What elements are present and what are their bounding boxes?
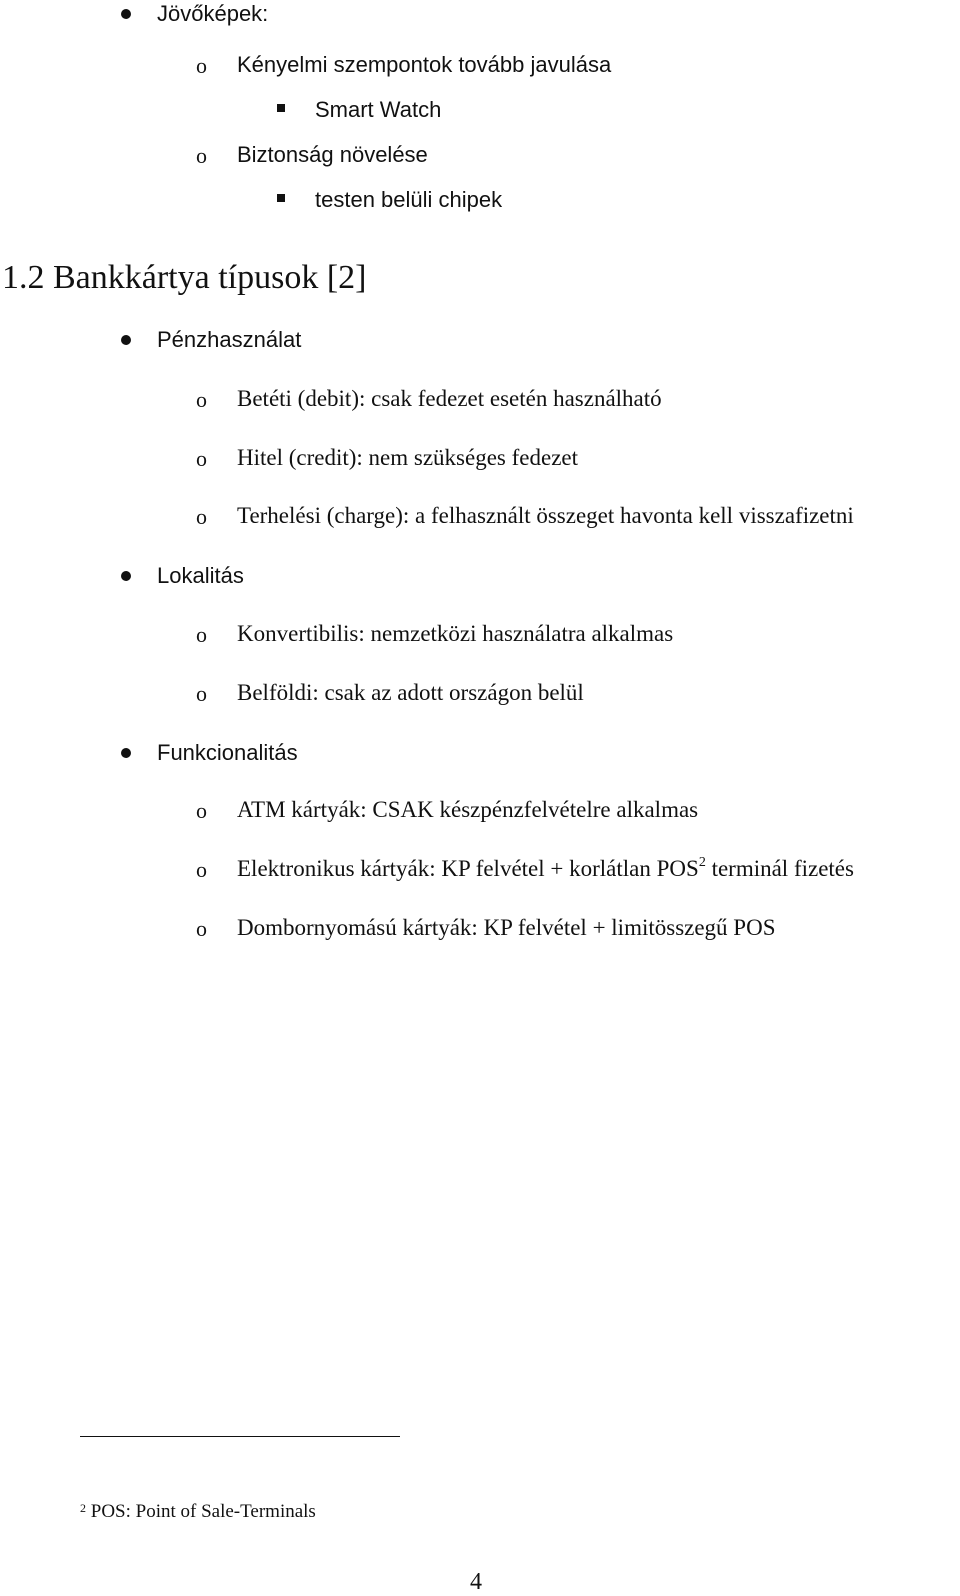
square-bullet-icon	[277, 104, 285, 112]
list-item-debit: Betéti (debit): csak fedezet esetén használható	[237, 386, 662, 411]
sub-item-biztonsag: Biztonság növelése	[237, 142, 428, 167]
footnote-ref: 2	[698, 855, 706, 870]
list-item-dombornyomasu: Dombornyomású kártyák: KP felvétel + limitösszegű POS	[237, 915, 776, 940]
bullet-icon	[121, 748, 131, 758]
square-bullet-icon	[277, 194, 285, 202]
circle-marker-icon: o	[196, 143, 207, 168]
section-heading: 1.2 Bankkártya típusok [2]	[2, 259, 367, 296]
list-item-jovokepek: Jövőképek:	[157, 1, 269, 26]
footnote-number: 2	[80, 1501, 86, 1515]
list-item-elektronikus-tail: terminál fizetés	[711, 856, 854, 881]
circle-marker-icon: o	[196, 857, 207, 882]
circle-marker-icon: o	[196, 622, 207, 647]
group-label-funkcionalitas: Funkcionalitás	[157, 740, 298, 765]
bullet-icon	[121, 335, 131, 345]
subsub-item-chipek: testen belüli chipek	[315, 187, 503, 212]
list-item-belfoldi: Belföldi: csak az adott országon belül	[237, 680, 584, 705]
group-label-lokalitas: Lokalitás	[157, 563, 244, 588]
circle-marker-icon: o	[196, 504, 207, 529]
subsub-item-smart-watch: Smart Watch	[315, 97, 442, 122]
footnote-divider	[80, 1436, 400, 1437]
group-label-penzhasznalat: Pénzhasználat	[157, 327, 302, 352]
bullet-icon	[121, 571, 131, 581]
circle-marker-icon: o	[196, 446, 207, 471]
sub-item-kenyelmi: Kényelmi szempontok tovább javulása	[237, 52, 612, 77]
list-item-elektronikus-text: Elektronikus kártyák: KP felvétel + korlátlan POS	[237, 856, 699, 881]
list-item-elektronikus	[237, 855, 854, 883]
circle-marker-icon: o	[196, 916, 207, 941]
circle-marker-icon: o	[196, 798, 207, 823]
circle-marker-icon: o	[196, 681, 207, 706]
footnote	[80, 1500, 316, 1524]
list-item-charge: Terhelési (charge): a felhasznált összeget havonta kell visszafizetni	[237, 503, 854, 528]
footnote-text: POS: Point of Sale-Terminals	[90, 1501, 316, 1522]
circle-marker-icon: o	[196, 387, 207, 412]
list-item-credit: Hitel (credit): nem szükséges fedezet	[237, 445, 579, 470]
bullet-icon	[121, 9, 131, 19]
circle-marker-icon: o	[196, 53, 207, 78]
list-item-atm: ATM kártyák: CSAK készpénzfelvételre alkalmas	[237, 797, 699, 822]
list-item-konvertibilis: Konvertibilis: nemzetközi használatra alkalmas	[237, 621, 674, 646]
page-number: 4	[470, 1569, 482, 1595]
